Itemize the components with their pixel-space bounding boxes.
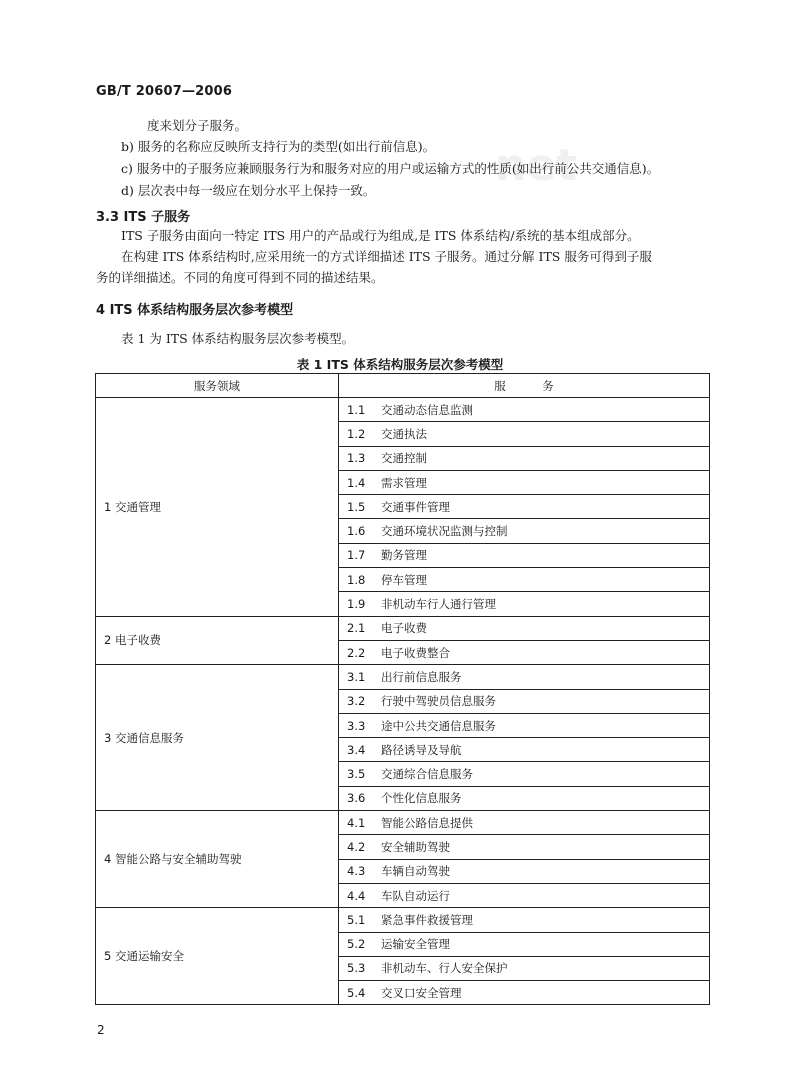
table-row [96,908,710,932]
service-hierarchy-table [95,373,710,1005]
service-number: 4.2 [347,839,366,854]
service-cell [339,568,710,592]
service-name: 需求管理 [381,475,427,490]
service-cell [339,981,710,1005]
service-cell [339,543,710,567]
service-number: 2.1 [347,621,366,636]
service-name: 非机动车、行人安全保护 [381,961,508,976]
service-name: 运输安全管理 [381,937,450,952]
service-name: 路径诱导及导航 [381,742,462,757]
service-cell [339,859,710,883]
list-item-d: d) 层次表中每一级应在划分水平上保持一致。 [121,183,376,198]
service-number: 1.4 [347,475,366,490]
service-name: 停车管理 [381,572,427,587]
service-name: 智能公路信息提供 [381,815,473,830]
service-number: 1.5 [347,499,366,514]
service-name: 车队自动运行 [381,888,450,903]
table-header-row [96,374,710,398]
domain-cell: 1 交通管理 [96,398,339,617]
section-3-3-paragraph-1: ITS 子服务由面向一特定 ITS 用户的产品或行为组成,是 ITS 体系结构/系统的基本组成部分。 [121,228,640,243]
service-number: 4.1 [347,815,366,830]
service-name: 交通控制 [381,451,427,466]
list-item-c: c) 服务中的子服务应兼顾服务行为和服务对应的用户或运输方式的性质(如出行前公共交通信息)。 [121,161,660,176]
domain-cell: 2 电子收费 [96,616,339,665]
service-cell [339,616,710,640]
domain-cell: 5 交通运输安全 [96,908,339,1005]
service-cell [339,932,710,956]
service-cell [339,786,710,810]
table-caption: 表 1 ITS 体系结构服务层次参考模型 [296,357,504,372]
service-number: 4.4 [347,888,366,903]
service-name: 交通动态信息监测 [381,402,473,417]
standard-code-header: GB/T 20607—2006 [96,84,233,99]
service-name: 途中公共交通信息服务 [381,718,496,733]
domain-cell: 3 交通信息服务 [96,665,339,811]
service-name: 紧急事件救援管理 [381,912,473,927]
service-name: 安全辅助驾驶 [381,839,450,854]
section-3-3-paragraph-2-line-1: 在构建 ITS 体系结构时,应采用统一的方式详细描述 ITS 子服务。通过分解 ITS 服务可得到子服 [121,249,652,264]
service-number: 3.2 [347,694,366,709]
service-number: 1.6 [347,524,366,539]
list-item-b: b) 服务的名称应反映所支持行为的类型(如出行前信息)。 [121,139,436,154]
service-name: 电子收费 [381,621,427,636]
service-number: 1.2 [347,426,366,441]
service-number: 3.1 [347,669,366,684]
service-number: 5.3 [347,961,366,976]
service-cell [339,811,710,835]
service-name: 交通综合信息服务 [381,767,473,782]
watermark: net [495,140,578,191]
service-number: 5.1 [347,912,366,927]
service-cell [339,592,710,616]
service-number: 1.3 [347,451,366,466]
service-cell [339,713,710,737]
table-row [96,398,710,422]
service-number: 3.3 [347,718,366,733]
page-number: 2 [97,1023,105,1037]
table-row [96,665,710,689]
service-name: 交通环境状况监测与控制 [381,524,508,539]
service-name: 行驶中驾驶员信息服务 [381,694,496,709]
service-cell [339,689,710,713]
service-name: 电子收费整合 [381,645,450,660]
service-cell [339,519,710,543]
service-cell [339,495,710,519]
service-number: 5.4 [347,985,366,1000]
service-number: 3.5 [347,767,366,782]
service-number: 1.9 [347,597,366,612]
service-cell [339,446,710,470]
service-cell [339,398,710,422]
service-name: 出行前信息服务 [381,669,462,684]
service-number: 1.1 [347,402,366,417]
service-cell [339,640,710,664]
section-4-paragraph: 表 1 为 ITS 体系结构服务层次参考模型。 [121,331,355,346]
service-name: 车辆自动驾驶 [381,864,450,879]
service-cell [339,908,710,932]
intro-line-continuation: 度来划分子服务。 [147,118,248,133]
service-name: 个性化信息服务 [381,791,462,806]
service-number: 3.4 [347,742,366,757]
service-number: 2.2 [347,645,366,660]
column-header-service: 服 务 [339,374,710,398]
service-number: 4.3 [347,864,366,879]
table-row [96,811,710,835]
service-number: 3.6 [347,791,366,806]
service-cell [339,470,710,494]
service-cell [339,665,710,689]
service-number: 5.2 [347,937,366,952]
table-row [96,616,710,640]
service-name: 勤务管理 [381,548,427,563]
column-header-domain: 服务领域 [96,374,339,398]
domain-cell: 4 智能公路与安全辅助驾驶 [96,811,339,908]
service-number: 1.7 [347,548,366,563]
service-cell [339,738,710,762]
service-cell [339,762,710,786]
service-name: 交通执法 [381,426,427,441]
service-cell [339,835,710,859]
service-cell [339,956,710,980]
service-cell [339,422,710,446]
section-3-3-heading: 3.3 ITS 子服务 [96,210,191,225]
service-name: 交叉口安全管理 [381,985,462,1000]
service-name: 非机动车行人通行管理 [381,597,496,612]
service-name: 交通事件管理 [381,499,450,514]
section-3-3-paragraph-2-line-2: 务的详细描述。不同的角度可得到不同的描述结果。 [96,270,384,285]
service-cell [339,883,710,907]
service-number: 1.8 [347,572,366,587]
section-4-heading: 4 ITS 体系结构服务层次参考模型 [96,303,294,318]
